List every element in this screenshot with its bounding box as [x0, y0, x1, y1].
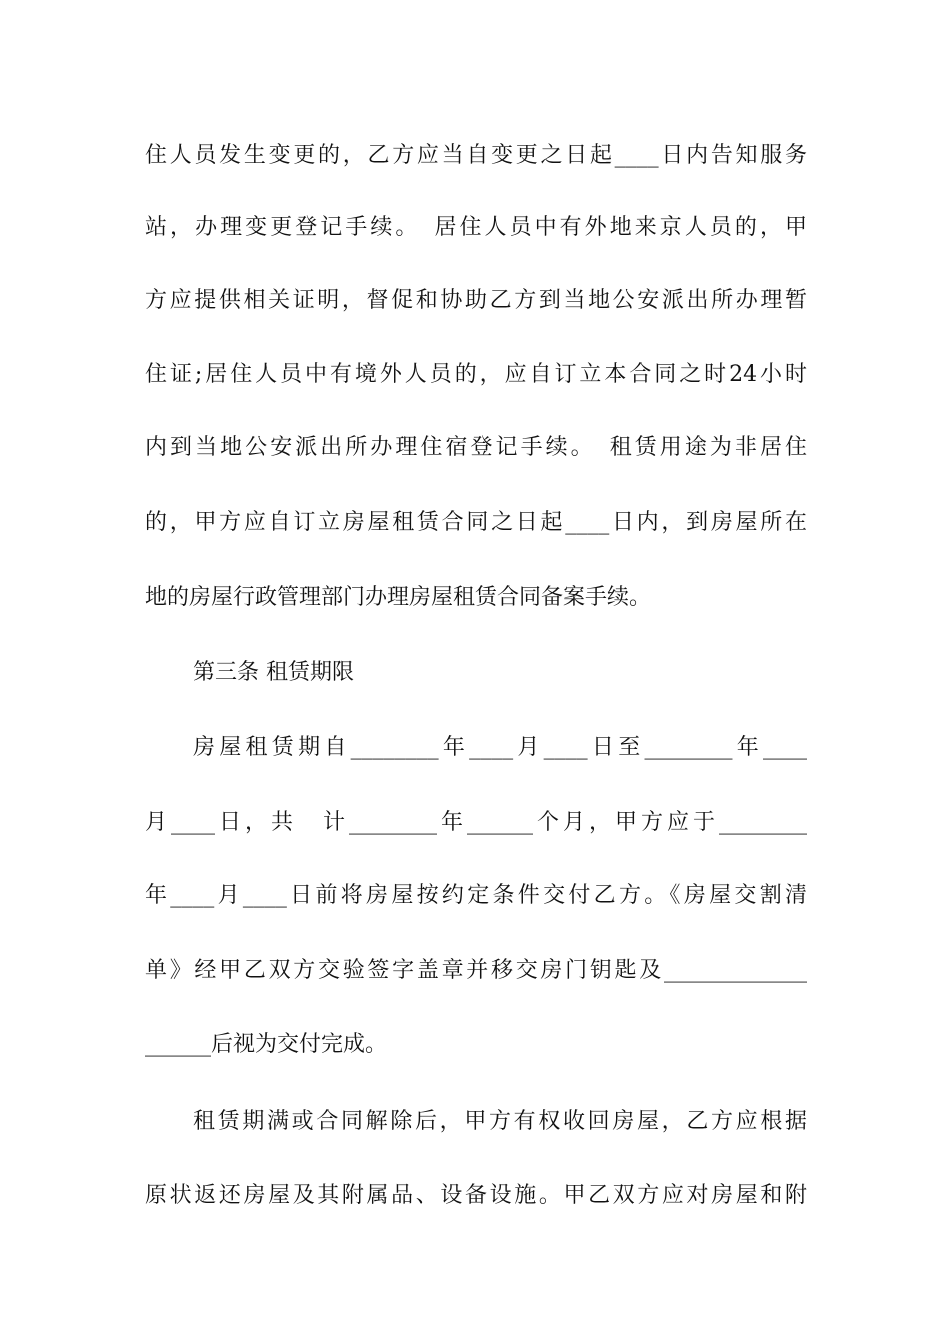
paragraph-2-line-4: 单》经甲乙双方交验签字盖章并移交房门钥匙及_____________	[145, 958, 807, 983]
paragraph-1-line-4: 住证;居住人员中有境外人员的，应自订立本合同之时24小时	[145, 362, 807, 387]
paragraph-1-line-7: 地的房屋行政管理部门办理房屋租赁合同备案手续。	[145, 585, 652, 610]
paragraph-1-line-6: 的，甲方应自订立房屋租赁合同之日起____日内，到房屋所在	[145, 510, 807, 535]
paragraph-2-line-3: 年____月____日前将房屋按约定条件交付乙方。《房屋交割清	[145, 883, 807, 908]
paragraph-1-line-3: 方应提供相关证明，督促和协助乙方到当地公安派出所办理暂	[145, 288, 807, 313]
paragraph-1-line-1: 住人员发生变更的，乙方应当自变更之日起____日内告知服务	[145, 143, 807, 168]
paragraph-2-line-1: 房屋租赁期自________年____月____日至________年____	[193, 735, 807, 760]
paragraph-1-line-5: 内到当地公安派出所办理住宿登记手续。 租赁用途为非居住	[145, 435, 807, 460]
section-heading: 第三条 租赁期限	[193, 660, 354, 685]
paragraph-3-line-1: 租赁期满或合同解除后，甲方有权收回房屋，乙方应根据	[193, 1109, 807, 1134]
paragraph-1-line-2: 站，办理变更登记手续。 居住人员中有外地来京人员的，甲	[145, 215, 807, 240]
paragraph-2-line-5: ______后视为交付完成。	[145, 1032, 388, 1057]
paragraph-2-line-2: 月____日，共 计________年______个月，甲方应于________	[145, 810, 807, 835]
paragraph-3-line-2: 原状返还房屋及其附属品、设备设施。甲乙双方应对房屋和附	[145, 1183, 807, 1208]
